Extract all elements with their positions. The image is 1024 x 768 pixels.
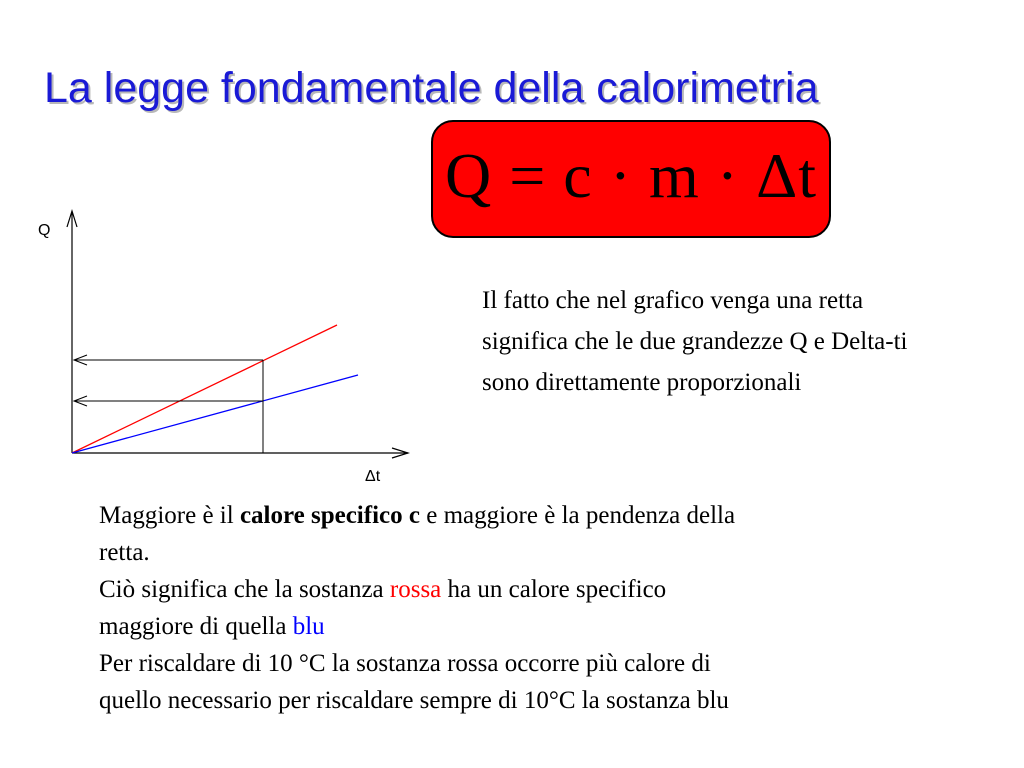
paragraph-line-6: quello necessario per riscaldare sempre di 10°C la sostanza blu [99, 687, 729, 714]
paragraph-line-3 [99, 571, 999, 608]
red-line [72, 325, 337, 453]
paragraph-line-2: retta. [99, 539, 150, 566]
paragraph-line-5: Per riscaldare di 10 °C la sostanza rossa occorre più calore di [99, 650, 711, 677]
line4-prefix: maggiore di quella [99, 613, 293, 640]
blue-line [72, 375, 358, 453]
line3-prefix: Ciò significa che la sostanza [99, 576, 390, 603]
paragraph-line-1 [99, 497, 999, 534]
slide-title: La legge fondamentale della calorimetria [44, 64, 819, 112]
line1-prefix: Maggiore è il [99, 502, 240, 529]
proportionality-graph [30, 205, 420, 490]
explanation-text: Il fatto che nel grafico venga una retta significa che le due grandezze Q e Delta-ti sono direttamente proporzionali [482, 287, 908, 396]
x-axis-label: Δt [365, 468, 381, 485]
body-paragraph [99, 497, 999, 719]
line1-suffix: e maggiore è la pendenza della [419, 502, 736, 529]
line3-suffix: ha un calore specifico [441, 576, 667, 603]
formula-box [431, 120, 831, 238]
formula: Q = c · m · Δt [444, 140, 818, 211]
y-axis-label: Q [38, 222, 51, 239]
blue-word: blu [292, 613, 325, 640]
specific-heat-term: calore specifico c [239, 502, 420, 529]
paragraph-line-4 [99, 608, 999, 645]
red-word: rossa [389, 576, 442, 603]
